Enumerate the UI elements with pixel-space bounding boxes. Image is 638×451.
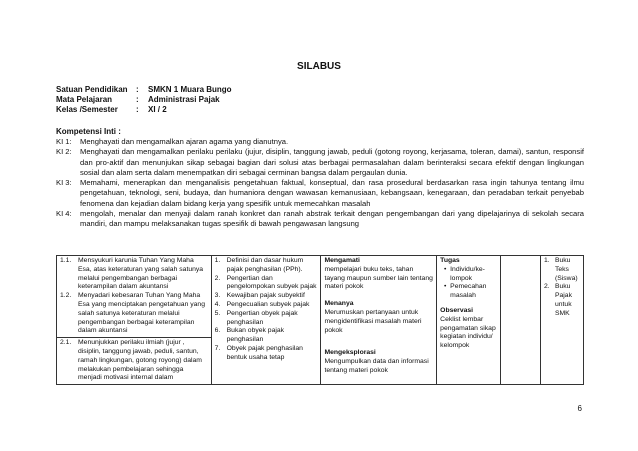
- material-text: Kewajiban pajak subyektif: [226, 292, 305, 300]
- page-title: SILABUS: [297, 61, 341, 72]
- material-text: Obyek pajak penghasilan bentuk usaha tetap: [226, 344, 303, 361]
- source-number: 1.: [543, 257, 550, 264]
- source-text: Buku Pajak untuk SMK: [554, 283, 572, 317]
- activity-text: Merumuskan pertanyaan untuk mengidentifikasi masalah materi pokok: [324, 308, 422, 334]
- material-number: 4.: [214, 300, 221, 308]
- bullet-icon: •: [443, 283, 447, 291]
- activity-text: mempelajari buku teks, tahan tayang maupun sumber lain tentang materi pokok: [324, 265, 433, 291]
- kd-number: 1.1.: [60, 257, 72, 264]
- source-text: Buku Teks (Siswa): [554, 257, 578, 282]
- material-number: 1.: [214, 257, 221, 264]
- table-row: [57, 256, 584, 338]
- activity-heading: Mengamati: [324, 257, 360, 264]
- assessment-heading: Observasi: [440, 306, 474, 314]
- material-number: 3.: [214, 292, 221, 300]
- list-item: [215, 327, 318, 345]
- list-item: [544, 283, 580, 318]
- core-competence-list: [56, 137, 584, 230]
- ki-code: KI 2:: [56, 147, 72, 157]
- assessment-bullet: Individu/ke-lompok: [450, 265, 485, 282]
- identity-block: [56, 85, 232, 115]
- ki-code: KI 4:: [56, 209, 72, 219]
- ki-code: KI 1:: [56, 137, 72, 146]
- meta-value: SMKN 1 Muara Bungo: [148, 85, 232, 94]
- list-item: [215, 292, 318, 301]
- material-number: 7.: [214, 344, 221, 352]
- meta-colon: :: [136, 85, 139, 94]
- meta-value: Administrasi Pajak: [148, 95, 220, 104]
- material-text: Definisi dan dasar hukum pajak penghasilan (PPh).: [226, 257, 304, 273]
- ki-text: Menghayati dan mengamalkan perilaku perilaku (jujur, disiplin, tanggung jawab, peduli (gotong royong, kerjasama, toleran, damai), santun, responsif dan pro-aktif dan menunjukan sikap sebagai bagian dari solusi atas berbagai permasalahan dalam berinteraksi secara efektif dengan lingkungan sosial dan alam serta dalam menempatkan diri sebagai cerminan bangsa dalam pergaulan dunia.: [80, 147, 584, 177]
- learning-activity-cell: [321, 256, 437, 385]
- list-item: [60, 257, 208, 292]
- meta-colon: :: [136, 95, 139, 104]
- syllabus-table: [56, 255, 584, 385]
- meta-label: Kelas /Semester: [56, 105, 118, 114]
- material-cell: [211, 256, 321, 385]
- assessment-cell: [437, 256, 501, 385]
- core-competence-item: [56, 147, 584, 178]
- kd-number: 2.1.: [60, 339, 72, 347]
- assessment-heading: Tugas: [440, 257, 460, 264]
- material-text: Pengecualian subyek pajak: [226, 300, 310, 308]
- meta-colon: :: [136, 105, 139, 114]
- list-item: [60, 292, 208, 336]
- meta-label: Mata Pelajaran: [56, 95, 113, 104]
- kd-text: Menunjukkan perilaku ilmiah (jujur , disiplin, tanggung jawab, peduli, santun, ramah lingkungan, gotong royong) dalam melakukan pembelajaran sehingga menjadi motivasi internal dalam: [78, 339, 202, 382]
- material-text: Pengertian obyek pajak penghasilan: [226, 309, 298, 326]
- time-allocation-cell: [501, 256, 541, 385]
- activity-text: Mengumpulkan data dan informasi tentang materi pokok: [324, 358, 429, 374]
- meta-row-school: [56, 85, 232, 95]
- bullet-icon: •: [443, 265, 447, 273]
- list-item: [215, 345, 318, 363]
- core-competence-item: [56, 178, 584, 209]
- ki-text: mengolah, menalar dan menyaji dalam ranah konkret dan ranah abstrak terkait dengan pengembangan dari yang dipelajarinya di sekolah secara mandiri, dan mampu melaksanakan tugas spesifik di bawah pengawasan langsung: [80, 209, 584, 229]
- list-item: [544, 257, 580, 283]
- list-item: [215, 310, 318, 328]
- material-number: 2.: [214, 274, 221, 282]
- list-item: [60, 339, 208, 383]
- kd-text: Mensyukuri karunia Tuhan Yang Maha Esa, atas keteraturan yang salah satunya melalui pengembangan berbagai keterampilan dalam akuntansi: [78, 257, 204, 291]
- learning-source-cell: [540, 256, 583, 385]
- basic-competence-cell-2: [57, 338, 212, 385]
- material-number: 5.: [214, 309, 221, 317]
- ki-text: Memahami, menerapkan dan menganalisis pengetahuan faktual, konseptual, dan rasa prosedural berdasarkan rasa ingin tahunya tentang ilmu pengetahuan, teknologi, seni, budaya, dan humaniora dengan wawasan kemanusiaan, kebangsaan, kenegaraan, dan peradaban terkait penyebab fenomena dan kejadian dalam bidang kerja yang spesifik untuk memecahkan masalah: [80, 178, 584, 208]
- ki-code: KI 3:: [56, 178, 72, 188]
- material-text: Bukan obyek pajak penghasilan: [226, 327, 285, 344]
- kd-text: Menyadari kebesaran Tuhan Yang Maha Esa yang menciptakan pengetahuan yang salah satunya keteraturan melalui pengembangan berbagai keterampilan dalam akuntansi: [78, 292, 205, 335]
- basic-competence-cell-1: [57, 256, 212, 338]
- ki-text: Menghayati dan mengamalkan ajaran agama yang dianutnya.: [80, 137, 289, 146]
- source-number: 2.: [543, 283, 550, 291]
- meta-label: Satuan Pendidikan: [56, 85, 128, 94]
- list-item: [440, 283, 497, 301]
- meta-row-class: [56, 105, 232, 115]
- core-competence-heading: Kompetensi Inti :: [56, 127, 121, 136]
- list-item: [440, 266, 497, 284]
- assessment-bullet: Pemecahan masalah: [450, 283, 487, 300]
- activity-heading: Menanya: [324, 300, 354, 308]
- list-item: [215, 301, 318, 310]
- list-item: [215, 275, 318, 293]
- list-item: [215, 257, 318, 275]
- assessment-text: Ceklist lembar pengamatan sikap kegiatan individu/ kelompok: [440, 315, 496, 350]
- material-number: 6.: [214, 327, 221, 335]
- page-number: 6: [577, 404, 582, 413]
- activity-heading: Mengeksplorasi: [324, 349, 376, 357]
- core-competence-item: [56, 209, 584, 230]
- meta-value: XI / 2: [148, 105, 167, 114]
- meta-row-subject: [56, 95, 232, 105]
- core-competence-item: [56, 137, 584, 147]
- kd-number: 1.2.: [60, 292, 72, 300]
- material-text: Pengertian dan pengelompokan subyek pajak: [226, 274, 317, 291]
